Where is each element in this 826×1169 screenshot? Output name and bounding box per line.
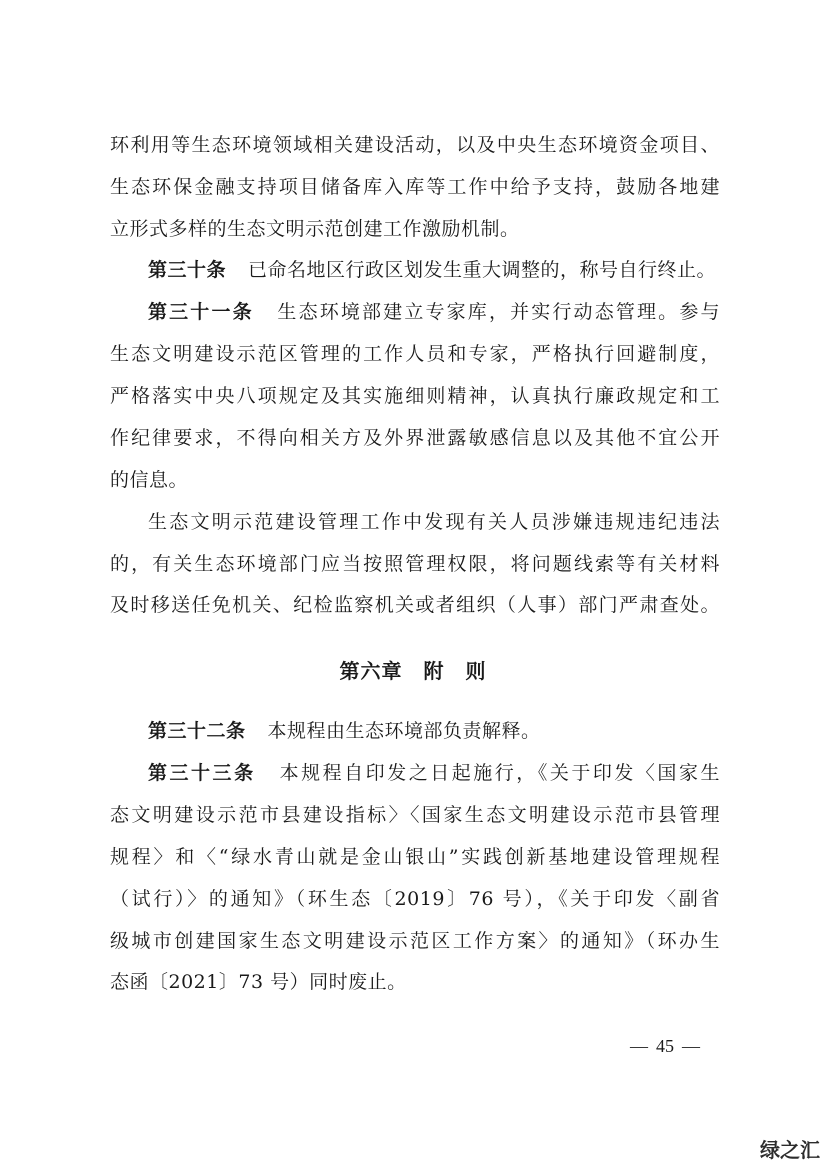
page-dash-left: —	[630, 1036, 648, 1056]
watermark-logo: 绿之汇	[760, 1138, 820, 1162]
text-line: 的信息。	[110, 469, 189, 491]
text-line: （试行）〉的通知》（环生态〔2019〕76 号），《关于印发〈副省	[110, 888, 720, 910]
text-line: 态函〔2021〕73 号）同时废止。	[110, 971, 407, 993]
text-line: 立形式多样的生态文明示范创建工作激励机制。	[110, 218, 520, 240]
text-line: 及时移送任免机关、纪检监察机关或者组织（人事）部门严肃查处。	[110, 594, 720, 616]
page-number-value: 45	[656, 1036, 674, 1056]
page-number	[622, 1036, 708, 1057]
text-line: 的，有关生态环境部门应当按照管理权限，将问题线索等有关材料	[110, 553, 720, 575]
article-label: 第三十一条	[148, 301, 254, 323]
article-text: 本规程自印发之日起施行，《关于印发〈国家生	[277, 762, 720, 784]
article-text: 本规程由生态环境部负责解释。	[267, 720, 541, 742]
article-32	[148, 711, 720, 751]
article-33	[148, 753, 720, 793]
text-line: 态文明建设示范市县建设指标〉〈国家生态文明建设示范市县管理	[110, 804, 720, 826]
article-label: 第三十二条	[148, 720, 246, 742]
article-label: 第三十三条	[148, 762, 256, 784]
text-line: 级城市创建国家生态文明建设示范区工作方案〉的通知》（环办生	[110, 930, 720, 952]
article-31	[148, 292, 720, 332]
text-line: 作纪律要求，不得向相关方及外界泄露敏感信息以及其他不宜公开	[110, 427, 720, 449]
article-text: 已命名地区行政区划发生重大调整的，称号自行终止。	[248, 259, 717, 281]
text-line: 规程〉和〈“绿水青山就是金山银山”实践创新基地建设管理规程	[110, 846, 720, 868]
chapter-heading: 第六章 附 则	[339, 659, 487, 683]
text-line: 严格落实中央八项规定及其实施细则精神，认真执行廉政规定和工	[110, 385, 720, 407]
article-label: 第三十条	[148, 259, 227, 281]
page-dash-right: —	[682, 1036, 700, 1056]
text-line: 环利用等生态环境领域相关建设活动，以及中央生态环境资金项目、	[110, 134, 720, 156]
article-text: 生态环境部建立专家库，并实行动态管理。参与	[275, 301, 720, 323]
text-line: 生态文明示范建设管理工作中发现有关人员涉嫌违规违纪违法	[148, 511, 720, 533]
text-line: 生态环保金融支持项目储备库入库等工作中给予支持，鼓励各地建	[110, 176, 720, 198]
article-30	[148, 250, 720, 290]
text-line: 生态文明建设示范区管理的工作人员和专家，严格执行回避制度，	[110, 343, 720, 365]
